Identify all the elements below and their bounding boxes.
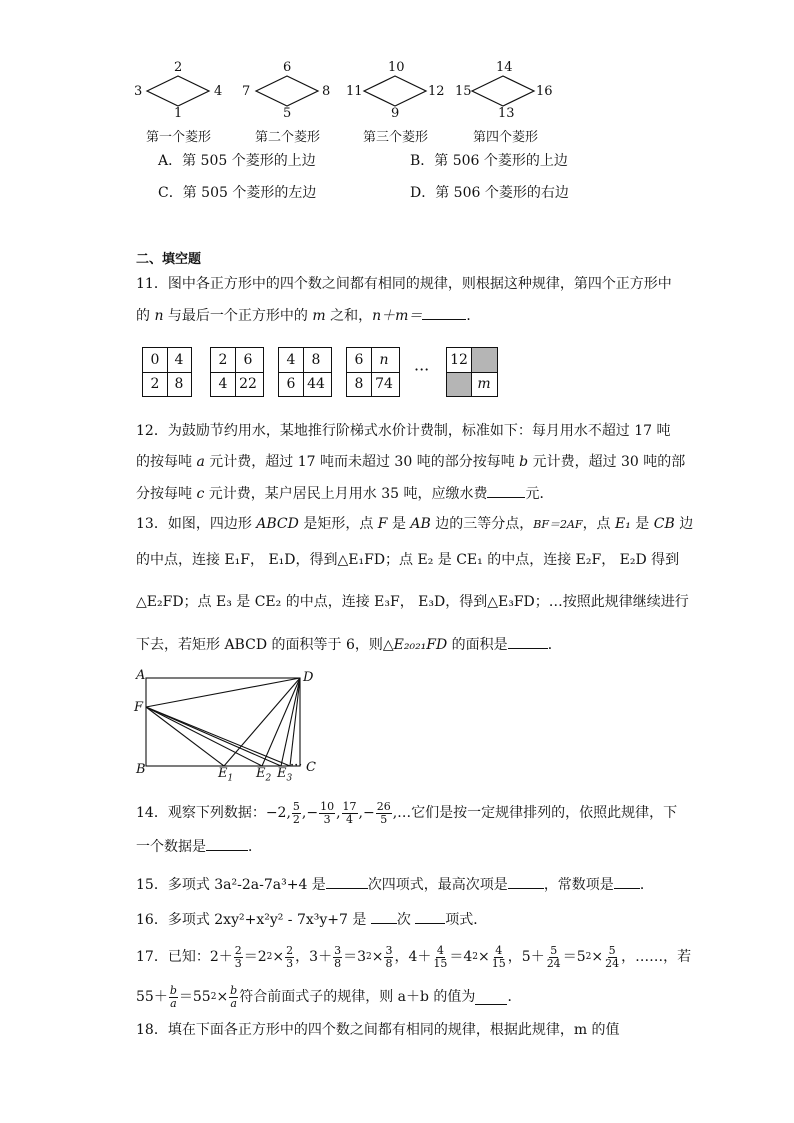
q11-line1: 11．图中各正方形中的四个数之间都有相同的规律，则根据这种规律，第四个正方形中 xyxy=(136,276,672,292)
q11-sq4-tr: n xyxy=(379,352,389,368)
rhombus-1-caption: 第一个菱形 xyxy=(146,130,212,145)
q13-line1: 13．如图，四边形 ABCD 是矩形，点 F 是 AB 边的三等分点，BF＝2AF，点 E₁ 是 CB 边 xyxy=(136,516,694,532)
rhombus-1-top: 2 xyxy=(174,60,183,75)
q11-sq4-br: 74 xyxy=(375,376,393,392)
q14-line2: 一个数据是 ． xyxy=(136,836,262,857)
q16-blank-2[interactable] xyxy=(415,909,445,924)
q13-line3: △E₂FD；点 E₃ 是 CE₂ 的中点，连接 E₃F， E₃D，得到△E₃FD；…按照此规律继续进行 xyxy=(136,594,689,610)
q11-sq3-br: 44 xyxy=(307,376,325,392)
q13-line2: 的中点，连接 E₁F， E₁D，得到△E₁FD；点 E₂ 是 CE₁ 的中点，连接 E₂F， E₂D 得到 xyxy=(136,552,680,568)
q13-answer-blank[interactable] xyxy=(508,634,548,649)
rhombus-3-left: 11 xyxy=(346,84,363,99)
q11-sq2-tl: 2 xyxy=(218,352,228,368)
q12-answer-blank[interactable] xyxy=(487,483,525,498)
q11-last-tl: 12 xyxy=(450,352,468,368)
q12-line1: 12．为鼓励节约用水，某地推行阶梯式水价计费制，标准如下：每月用水不超过 17 吨 xyxy=(136,423,671,439)
q11-sq3-tr: 8 xyxy=(311,352,321,368)
q16-line: 16．多项式 2xy²+x²y² - 7x³y+7 是 次 项式． xyxy=(136,909,487,930)
point-f-label: F xyxy=(134,700,144,715)
rhombus-1-bottom: 1 xyxy=(174,106,183,121)
rhombus-4-left: 15 xyxy=(455,84,472,99)
option-a: A．第 505 个菱形的上边 xyxy=(158,153,316,169)
point-e3-label: $E_3$ xyxy=(277,766,293,784)
rhombus-4-bottom: 13 xyxy=(498,106,515,121)
q15-blank-2[interactable] xyxy=(508,874,544,889)
q11-sq2-bl: 4 xyxy=(218,376,228,392)
rhombus-2-right: 8 xyxy=(322,84,331,99)
rhombus-3-bottom: 9 xyxy=(391,106,400,121)
q11-last-br: m xyxy=(477,376,491,392)
rhombus-2-top: 6 xyxy=(283,60,292,75)
option-b: B．第 506 个菱形的上边 xyxy=(410,153,568,169)
q17-answer-blank[interactable] xyxy=(475,990,507,1005)
q15-blank-3[interactable] xyxy=(614,874,640,889)
q14-line1: 14．观察下列数据：−2, $\frac{5}{2}$ ,− $\frac{10}{3}$ , $\frac{17}{4}$ ,− $\frac{26}{5}$ ,…它们是按一定规律排列的，依照此规律，下 xyxy=(136,799,678,826)
q16-blank-1[interactable] xyxy=(371,909,397,924)
q11-sq1-tl: 0 xyxy=(150,352,160,368)
q11-sq3-bl: 6 xyxy=(286,376,296,392)
q11-sq1-tr: 4 xyxy=(174,352,184,368)
rhombus-3-right: 12 xyxy=(428,84,445,99)
point-d-label: D xyxy=(303,670,314,685)
rhombus-4-top: 14 xyxy=(496,60,513,75)
point-a-label: A xyxy=(136,668,146,683)
point-c-label: C xyxy=(306,760,316,775)
q11-ellipsis: ··· xyxy=(414,360,430,379)
rhombus-2-bottom: 5 xyxy=(283,106,292,121)
option-c: C．第 505 个菱形的左边 xyxy=(158,185,317,201)
q11-sq1-bl: 2 xyxy=(150,376,160,392)
q15-blank-1[interactable] xyxy=(326,874,368,889)
section-title: 二、填空题 xyxy=(136,252,202,267)
q11-square-1 xyxy=(142,347,192,397)
q11-line2: 的 n 与最后一个正方形中的 m 之和，n＋m＝ ． xyxy=(136,305,480,326)
q14-answer-blank[interactable] xyxy=(206,836,248,851)
q17-line2: 55 ＋ $\frac{b}{a}$ ＝ 55 2 × $\frac{b}{a}$ 符合前面式子的规律，则 a＋b 的值为 ． xyxy=(136,983,522,1010)
rhombus-2-left: 7 xyxy=(242,84,251,99)
point-e1-label: $E_1$ xyxy=(218,766,234,784)
point-e2-label: $E_2$ xyxy=(256,766,272,784)
rhombus-3-top: 10 xyxy=(388,60,405,75)
q15-line: 15．多项式 3a²-2a-7a³+4 是 次四项式，最高次项是 ，常数项是 ． xyxy=(136,874,654,895)
points-ellipsis: ··· xyxy=(290,758,303,773)
rhombus-1-left: 3 xyxy=(134,84,143,99)
q13-line4: 下去，若矩形 ABCD 的面积等于 6，则△E₂₀₂₁FD 的面积是 ． xyxy=(136,634,562,655)
q11-square-2 xyxy=(210,347,264,397)
q11-sq1-br: 8 xyxy=(174,376,184,392)
rhombus-4-right: 16 xyxy=(536,84,553,99)
option-d: D．第 506 个菱形的右边 xyxy=(410,185,569,201)
q11-sq4-tl: 6 xyxy=(354,352,364,368)
q11-square-3 xyxy=(278,347,332,397)
q12-line3: 分按每吨 c 元计费，某户居民上月用水 35 吨，应缴水费 元． xyxy=(136,483,553,504)
rhombus-1-right: 4 xyxy=(214,84,223,99)
q11-sq2-tr: 6 xyxy=(243,352,253,368)
rhombus-3-caption: 第三个菱形 xyxy=(363,130,429,145)
rhombus-2-caption: 第二个菱形 xyxy=(255,130,321,145)
q11-sq3-tl: 4 xyxy=(286,352,296,368)
q11-square-4 xyxy=(346,347,400,397)
q11-sq2-br: 22 xyxy=(239,376,257,392)
q12-line2: 的按每吨 a 元计费，超过 17 吨而未超过 30 吨的部分按每吨 b 元计费，超过 30 吨的部 xyxy=(136,454,686,470)
q11-answer-blank[interactable] xyxy=(422,305,466,320)
q11-sq4-bl: 8 xyxy=(354,376,364,392)
q11-square-last xyxy=(446,347,498,397)
rhombus-4-caption: 第四个菱形 xyxy=(473,130,539,145)
point-b-label: B xyxy=(136,762,146,777)
q18-line1: 18．填在下面各正方形中的四个数之间都有相同的规律，根据此规律，m 的值 xyxy=(136,1022,620,1038)
q17-line1: 17．已知： 2 ＋ $\frac{2}{3}$ ＝ 2 2 × $\frac{2}{3}$ ， 3 ＋ $\frac{3}{8}$ ＝ 3 2 × $\frac{3}{8}$ ， 4 ＋ $\frac{4}{15}$ ＝ 4 2 × $\frac{4}{15}$ ， 5 ＋ $\frac{5}{24}$ ＝ 5 2 × $\frac{5}{24}$ ，……，若 xyxy=(136,943,692,970)
